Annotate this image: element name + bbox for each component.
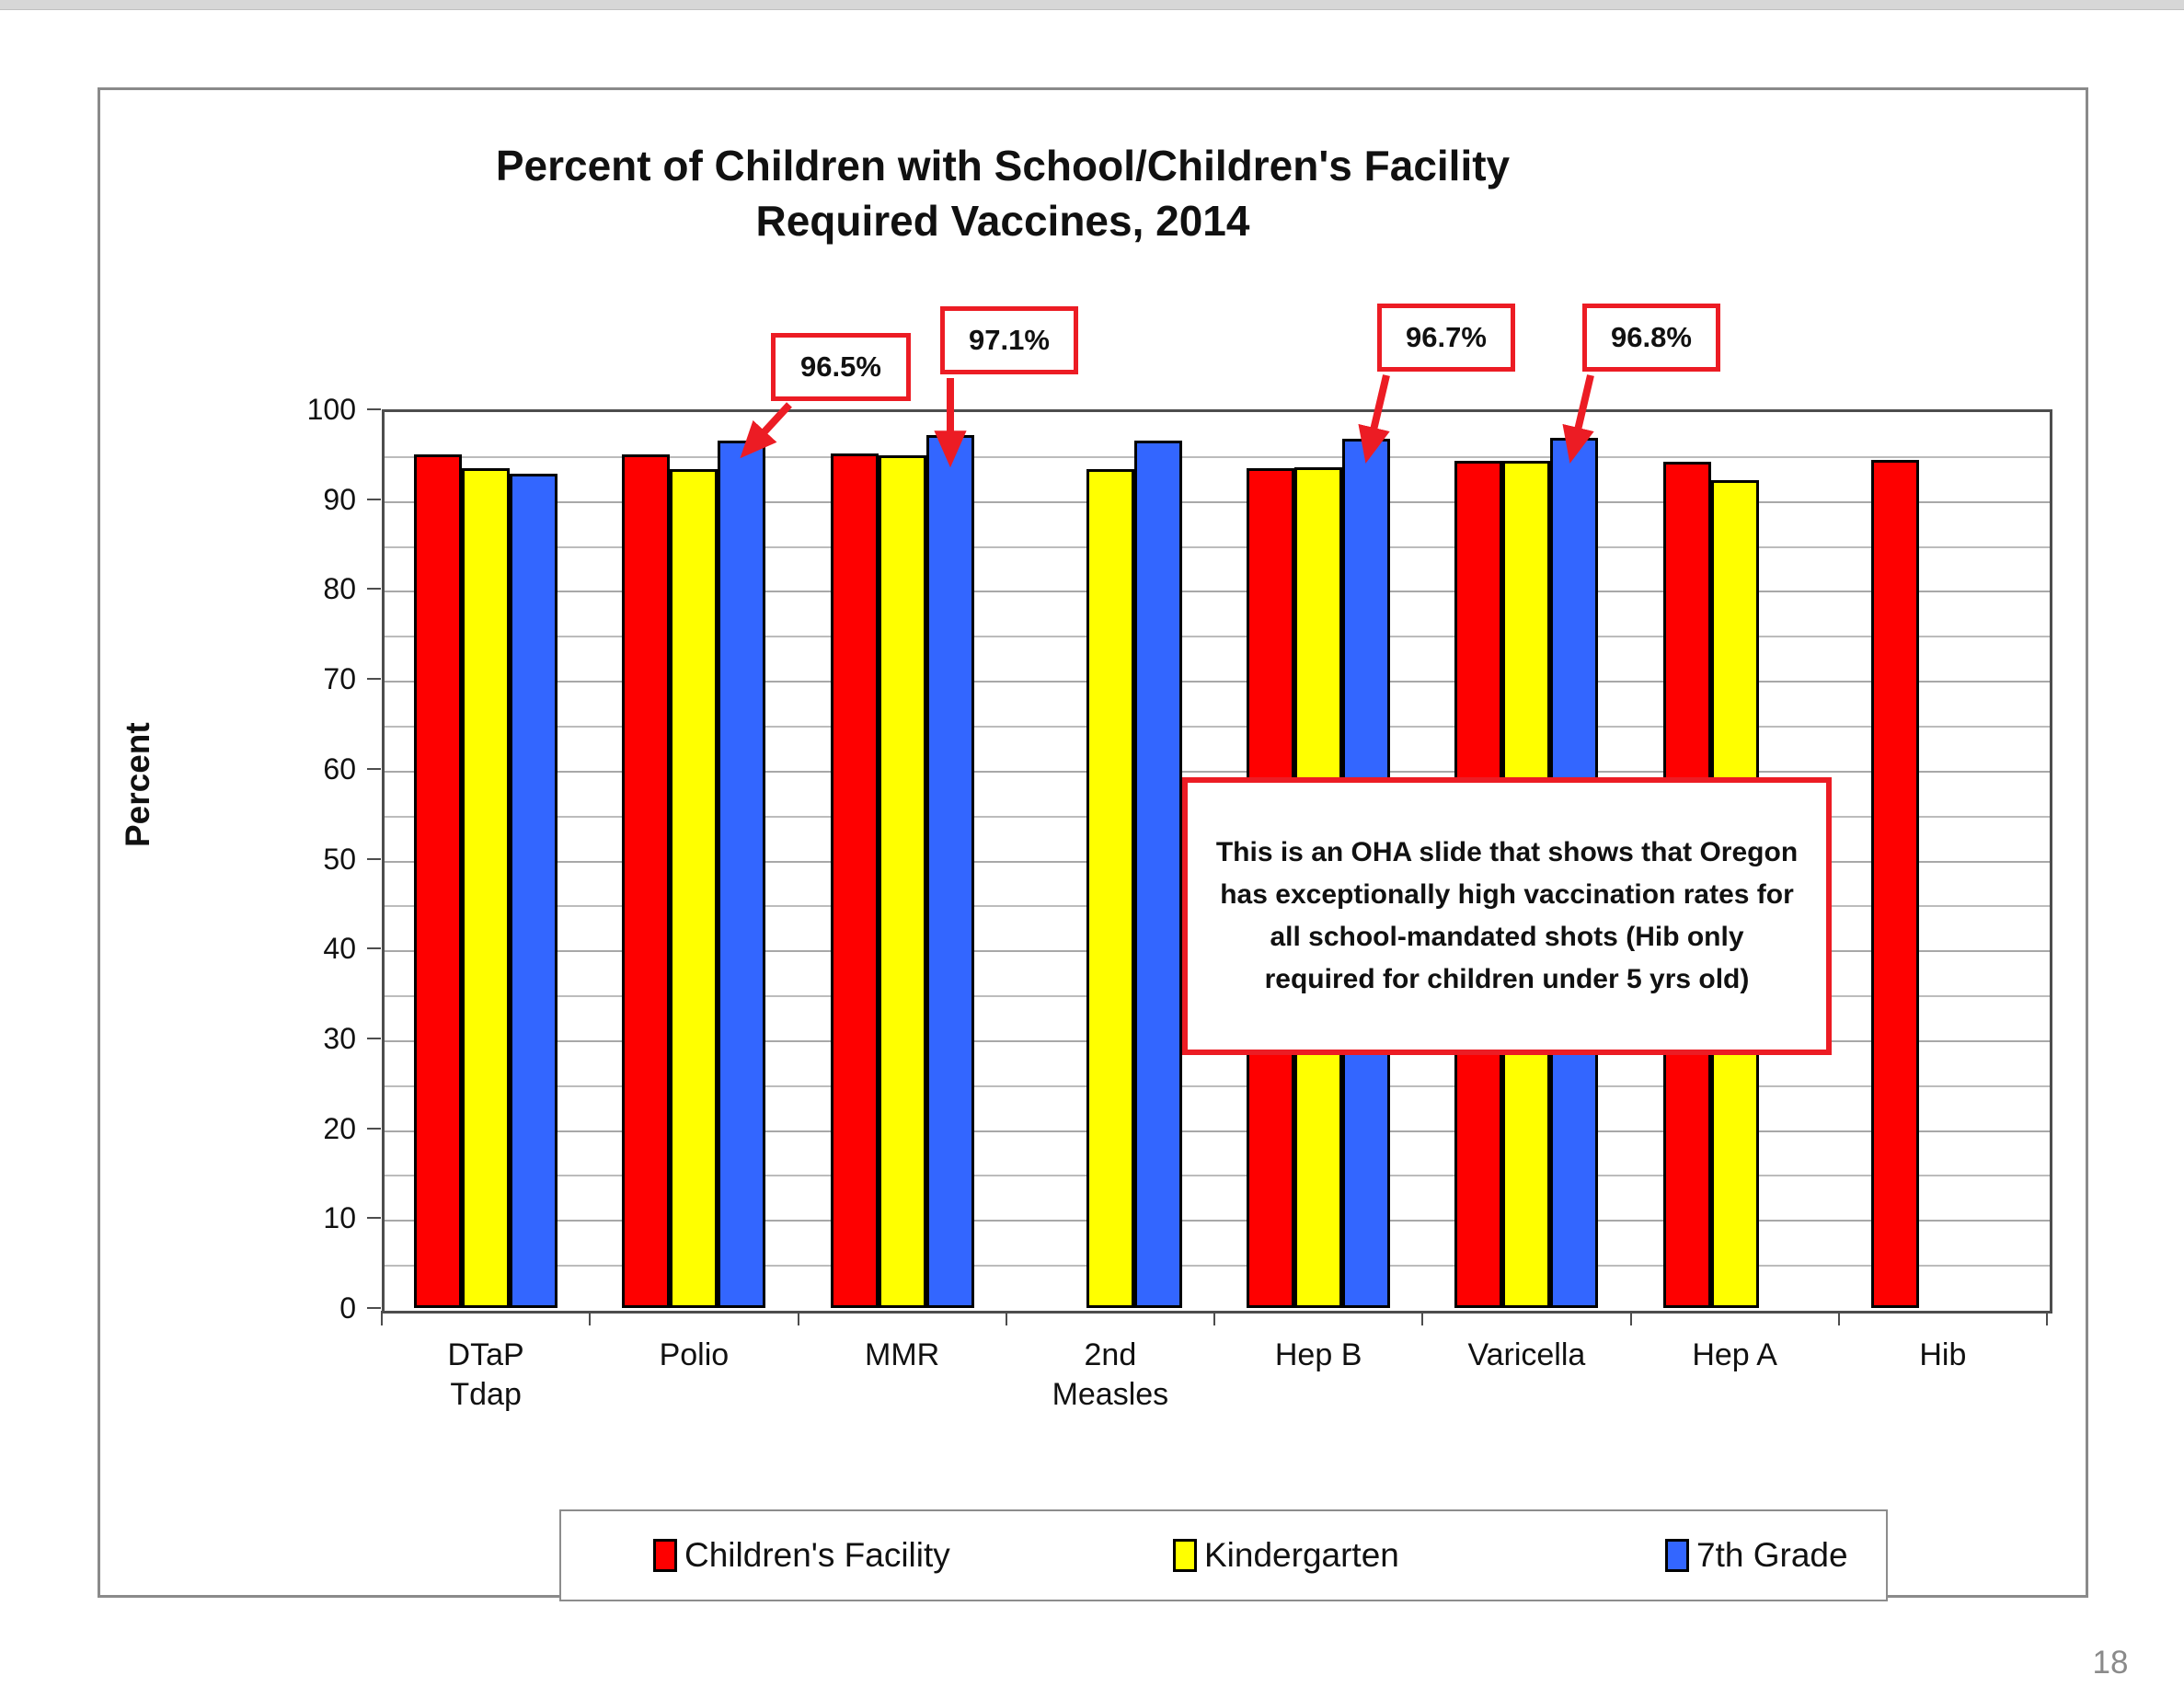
y-axis-tick — [367, 678, 381, 680]
x-axis-tick — [1421, 1311, 1423, 1325]
annotation-box: This is an OHA slide that shows that Oregon has exceptionally high vaccination rates for all school-mandated shots (Hib only required for children under 5 yrs old) — [1182, 777, 1832, 1055]
x-axis-label-line: MMR — [865, 1337, 940, 1372]
x-axis-tick — [2046, 1311, 2048, 1325]
bar-7th-grade-0 — [510, 474, 557, 1308]
chart-title — [313, 138, 1693, 248]
bar-kindergarten-2 — [879, 455, 926, 1308]
x-axis-label-line: Hib — [1919, 1337, 1967, 1372]
bar-7th-grade-3 — [1134, 441, 1182, 1308]
y-axis-tick — [367, 1038, 381, 1039]
y-axis-tick — [367, 499, 381, 500]
y-axis-tick-label: 80 — [323, 572, 356, 606]
x-axis-label-line: Hep B — [1274, 1337, 1362, 1372]
y-axis-tick-label: 0 — [339, 1291, 356, 1325]
slide-page-number: 18 — [2092, 1645, 2129, 1681]
y-axis-title — [119, 792, 157, 847]
x-axis-tick — [1213, 1311, 1215, 1325]
x-axis-label-line: Varicella — [1467, 1337, 1586, 1372]
legend-swatch-icon — [1665, 1539, 1689, 1572]
legend-item-kindergarten — [1173, 1511, 1399, 1600]
x-axis-tick — [381, 1311, 383, 1325]
y-axis-tick — [367, 1128, 381, 1130]
x-axis-label-line: Hep A — [1692, 1337, 1777, 1372]
bar-children-s-facility-1 — [622, 454, 670, 1308]
callout-96.5: 96.5% — [771, 333, 911, 401]
y-axis-tick — [367, 588, 381, 590]
legend-swatch-icon — [653, 1539, 677, 1572]
chart-legend — [559, 1509, 1888, 1601]
chart-title-line2: Required Vaccines, 2014 — [755, 197, 1250, 245]
legend-label: Kindergarten — [1204, 1536, 1399, 1574]
x-axis-tick — [1838, 1311, 1840, 1325]
y-axis-tick — [367, 768, 381, 770]
y-axis-tick-label: 10 — [323, 1201, 356, 1235]
x-axis-label-line: 2nd — [1084, 1337, 1137, 1372]
bar-7th-grade-1 — [718, 441, 765, 1308]
y-axis-tick-label: 60 — [323, 751, 356, 786]
legend-swatch-icon — [1173, 1539, 1197, 1572]
x-axis-tick — [798, 1311, 799, 1325]
bar-7th-grade-2 — [926, 435, 974, 1308]
bar-children-s-facility-7 — [1871, 460, 1919, 1308]
y-axis-tick — [367, 1307, 381, 1309]
bar-children-s-facility-0 — [414, 454, 462, 1308]
y-axis-tick — [367, 1217, 381, 1219]
y-axis-tick-label: 70 — [323, 662, 356, 696]
x-axis-tick — [1630, 1311, 1632, 1325]
legend-label: 7th Grade — [1696, 1536, 1848, 1574]
callout-97.1: 97.1% — [940, 306, 1078, 374]
x-axis-label-line: Tdap — [450, 1377, 522, 1412]
x-axis-label-line: Polio — [659, 1337, 730, 1372]
window-top-strip — [0, 0, 2184, 10]
x-axis-label-line: Measles — [1052, 1377, 1169, 1412]
x-axis-category-label — [1802, 1336, 2084, 1375]
y-axis-tick-label: 20 — [323, 1111, 356, 1145]
bar-children-s-facility-2 — [831, 453, 879, 1308]
legend-item-children-s-facility — [653, 1511, 950, 1600]
x-axis-tick — [1006, 1311, 1007, 1325]
bar-kindergarten-0 — [462, 468, 510, 1308]
callout-96.7: 96.7% — [1377, 304, 1515, 372]
y-axis-tick — [367, 408, 381, 410]
x-axis-tick — [589, 1311, 591, 1325]
legend-item-7th-grade — [1665, 1511, 1848, 1600]
y-axis-tick-label: 100 — [306, 393, 356, 426]
callout-96.8: 96.8% — [1582, 304, 1720, 372]
bar-kindergarten-3 — [1086, 469, 1134, 1308]
x-axis-label-line: DTaP — [447, 1337, 524, 1372]
bar-kindergarten-1 — [670, 469, 718, 1308]
y-axis-tick-label: 40 — [323, 932, 356, 966]
y-axis-tick — [367, 858, 381, 860]
y-axis-tick-label: 90 — [323, 482, 356, 516]
y-axis-tick — [367, 947, 381, 949]
chart-title-line1: Percent of Children with School/Children's Facility — [495, 142, 1511, 189]
y-axis-tick-label: 50 — [323, 842, 356, 876]
legend-label: Children's Facility — [684, 1536, 950, 1574]
y-axis-tick-label: 30 — [323, 1021, 356, 1055]
